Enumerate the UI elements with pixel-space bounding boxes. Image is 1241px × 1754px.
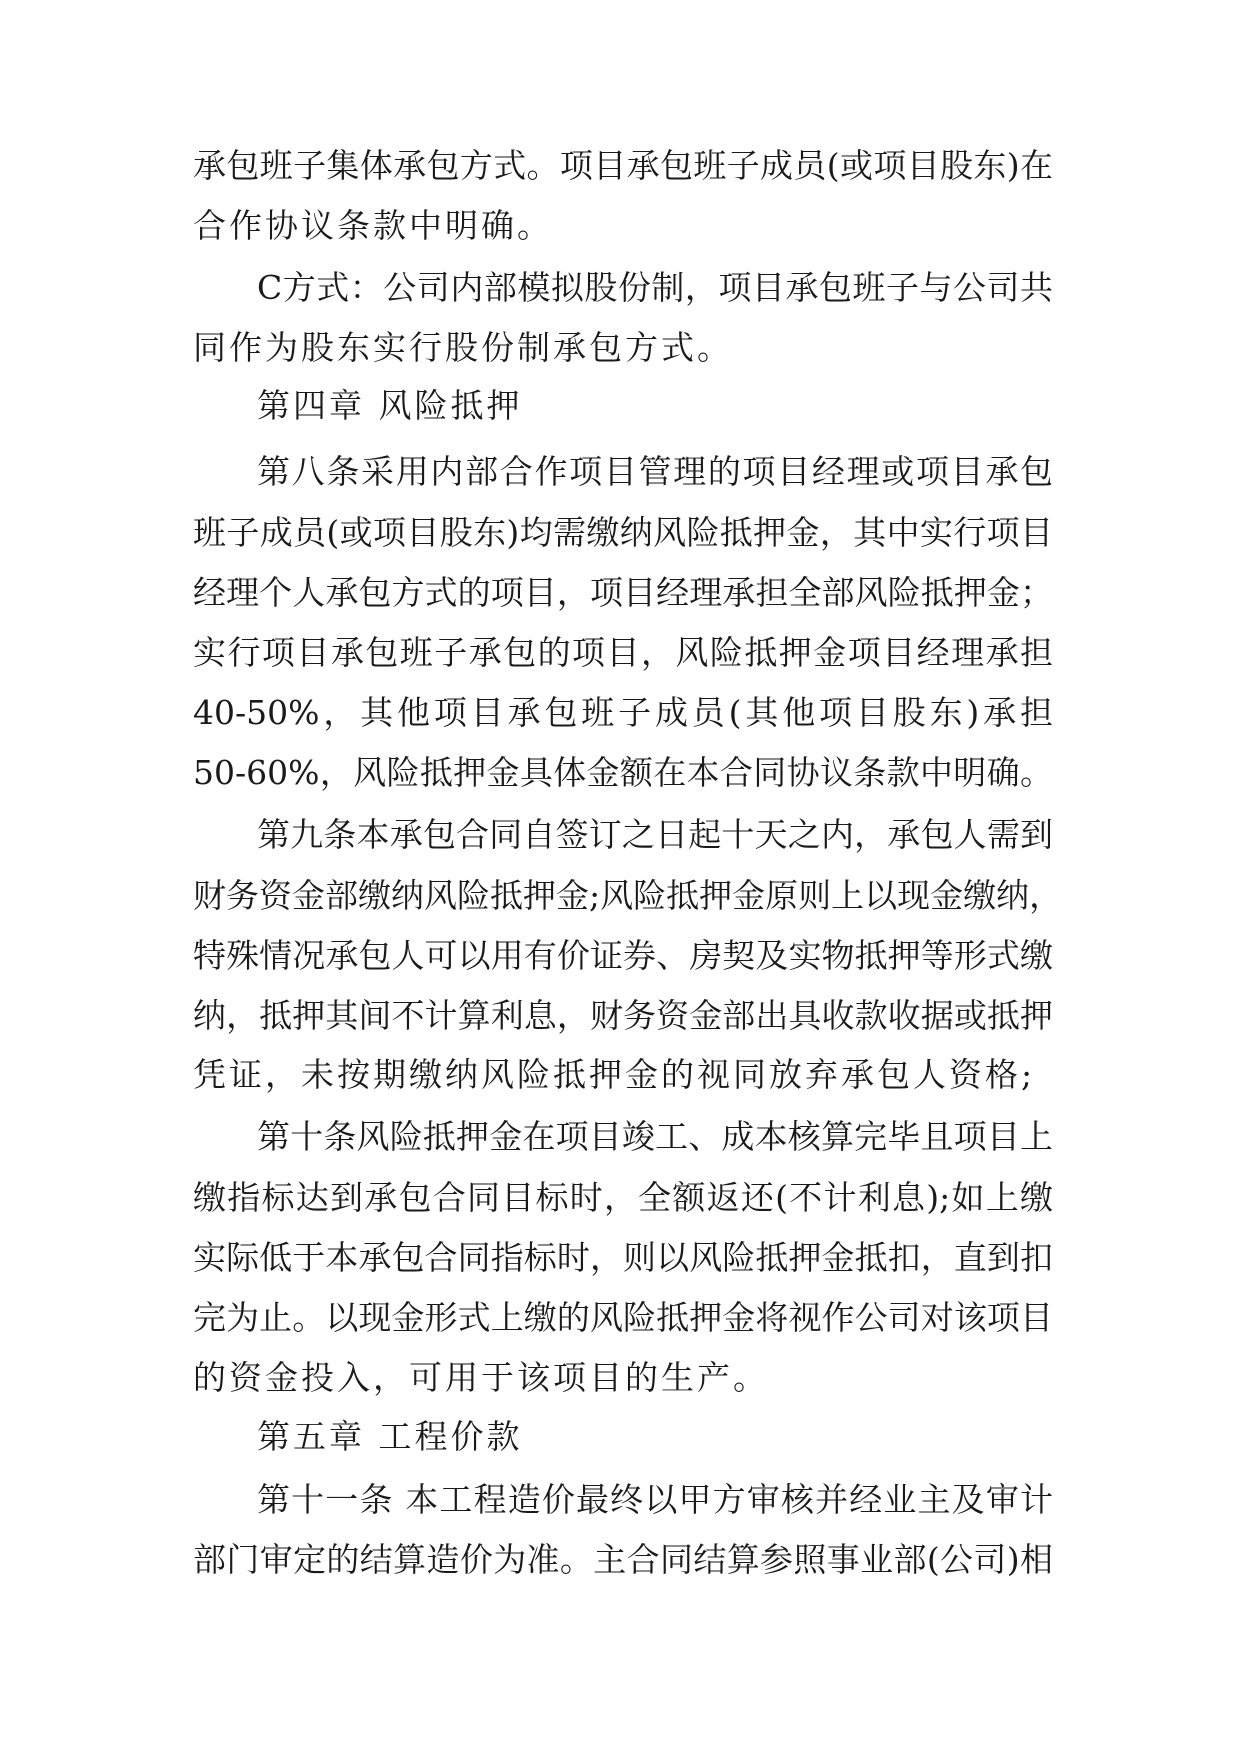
paragraph-line: 同作为股东实行股份制承包方式。: [193, 328, 733, 367]
paragraph-line: 凭证，未按期缴纳风险抵押金的视同放弃承包人资格;: [193, 1055, 1036, 1094]
paragraph-line: 特殊情况承包人可以用有价证券、房契及实物抵押等形式缴: [193, 936, 1053, 975]
paragraph-line: 实行项目承包班子承包的项目，风险抵押金项目经理承担: [193, 633, 1053, 672]
chapter-heading: 第五章 工程价款: [257, 1417, 523, 1456]
paragraph-line: 完为止。以现金形式上缴的风险抵押金将视作公司对该项目: [193, 1298, 1053, 1337]
paragraph-line: 第八条采用内部合作项目管理的项目经理或项目承包: [257, 452, 1053, 491]
paragraph-line: 财务资金部缴纳风险抵押金;风险抵押金原则上以现金缴纳，: [193, 876, 1063, 915]
paragraph-line: 缴指标达到承包合同目标时，全额返还(不计利息);如上缴: [193, 1178, 1053, 1217]
paragraph-line: 经理个人承包方式的项目，项目经理承担全部风险抵押金；: [193, 573, 1053, 612]
paragraph-line: C方式：公司内部模拟股份制，项目承包班子与公司共: [257, 268, 1053, 307]
paragraph-line: 实际低于本承包合同指标时，则以风险抵押金抵扣，直到扣: [193, 1238, 1053, 1277]
paragraph-line: 班子成员(或项目股东)均需缴纳风险抵押金，其中实行项目: [193, 513, 1053, 552]
paragraph-line: 第十条风险抵押金在项目竣工、成本核算完毕且项目上: [257, 1117, 1053, 1156]
paragraph-line: 合作协议条款中明确。: [193, 206, 553, 245]
paragraph-line: 纳，抵押其间不计算利息，财务资金部出具收款收据或抵押: [193, 996, 1053, 1035]
chapter-heading: 第四章 风险抵押: [257, 386, 523, 425]
paragraph-line: 40-50%，其他项目承包班子成员(其他项目股东)承担: [193, 693, 1053, 732]
paragraph-line: 的资金投入，可用于该项目的生产。: [193, 1358, 769, 1397]
paragraph-line: 第十一条 本工程造价最终以甲方审核并经业主及审计: [257, 1480, 1053, 1519]
paragraph-line: 50-60%，风险抵押金具体金额在本合同协议条款中明确。: [193, 753, 1053, 792]
paragraph-line: 部门审定的结算造价为准。主合同结算参照事业部(公司)相: [193, 1540, 1053, 1579]
paragraph-line: 承包班子集体承包方式。项目承包班子成员(或项目股东)在: [193, 146, 1053, 185]
paragraph-line: 第九条本承包合同自签订之日起十天之内，承包人需到: [257, 815, 1053, 854]
